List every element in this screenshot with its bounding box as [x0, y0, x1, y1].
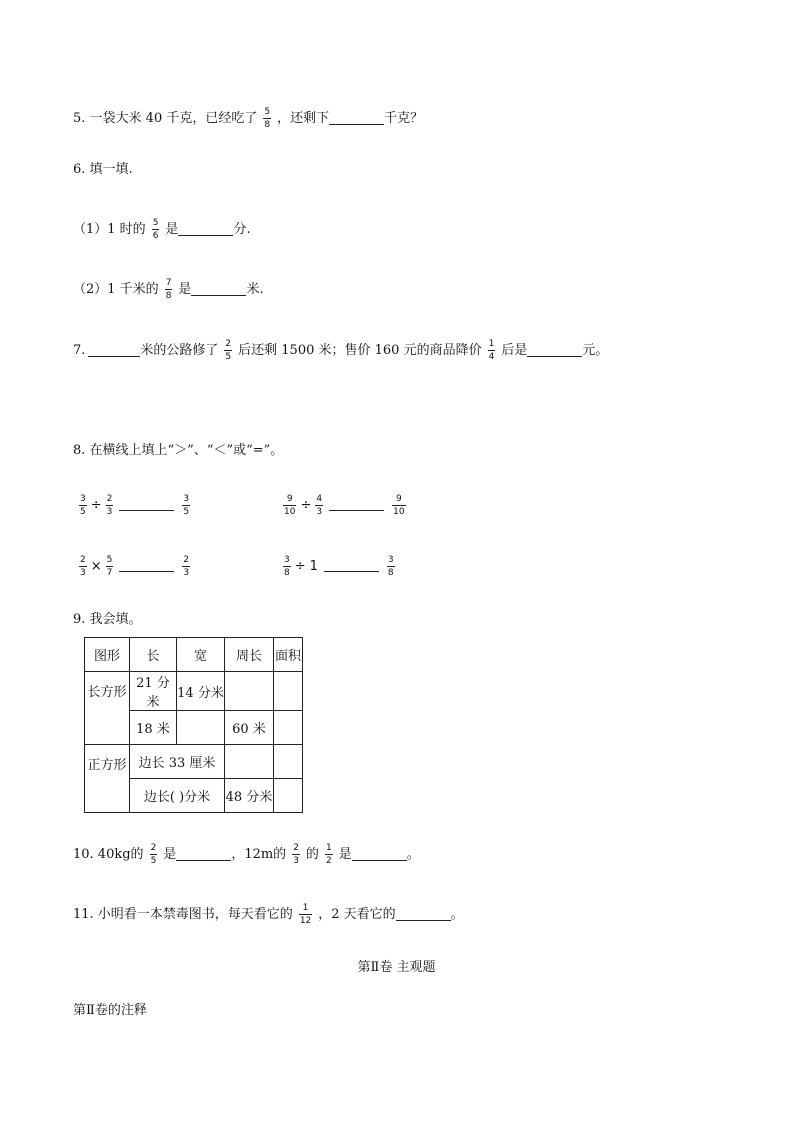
comparison-item-4: $\frac{3}{8}$ ÷ 1 $\frac{3}{8}$ [284, 555, 394, 578]
table-cell-empty[interactable] [274, 745, 303, 779]
answer-blank[interactable] [329, 500, 384, 511]
fraction: $\frac{1}{2}$ [325, 843, 332, 866]
table-row: 18 米 60 米 [85, 711, 303, 745]
question-9-title: 9. 我会填。 [73, 612, 142, 627]
fraction: $\frac{5}{8}$ [264, 107, 271, 130]
comparison-item-2: $\frac{9}{10}$ ÷ $\frac{4}{3}$ $\frac{9}{10}$ [284, 494, 405, 517]
table-cell-empty[interactable] [274, 672, 303, 711]
question-10: 10. 40kg的 $\frac{2}{5}$ 是 ，12m的 $\frac{2}{3}$ 的 $\frac{1}{2}$ 是 。 [73, 843, 420, 866]
question-6-title: 6. 填一填. [73, 162, 133, 177]
answer-blank[interactable] [88, 344, 140, 357]
question-7: 7. 米的公路修了 $\frac{2}{5}$ 后还剩 1500 米；售价 160 元的商品降价 $\frac{1}{4}$ 后是 元。 [73, 339, 609, 362]
fraction: $\frac{2}{3}$ [293, 843, 299, 866]
fraction: $\frac{7}{8}$ [165, 278, 172, 301]
question-5: 5. 一袋大米 40 千克，已经吃了 $\frac{5}{8}$ ，还剩下 千克？ [73, 107, 424, 130]
question-6-part-2: （2）1 千米的 $\frac{7}{8}$ 是 米. [73, 278, 264, 301]
table-cell-empty[interactable] [225, 672, 274, 711]
table-cell-empty[interactable] [274, 779, 303, 813]
fraction: $\frac{5}{6}$ [152, 218, 159, 241]
table-row: 正方形 边长 33 厘米 [85, 745, 303, 779]
section-note: 第Ⅱ卷的注释 [73, 1003, 147, 1018]
table-row: 边长( )分米 48 分米 [85, 779, 303, 813]
answer-blank[interactable] [176, 848, 231, 861]
question-6-part-1: （1）1 时的 $\frac{5}{6}$ 是 分. [73, 218, 251, 241]
answer-blank[interactable] [329, 112, 384, 125]
answer-blank[interactable] [178, 223, 233, 236]
section-title: 第Ⅱ卷 主观题 [357, 960, 436, 975]
table-cell-empty[interactable] [274, 711, 303, 745]
answer-blank[interactable] [119, 500, 174, 511]
table-cell-empty[interactable] [225, 745, 274, 779]
answer-blank[interactable] [119, 561, 174, 572]
fraction: $\frac{2}{5}$ [150, 843, 157, 866]
comparison-item-3: $\frac{2}{3}$ × $\frac{5}{7}$ $\frac{2}{3}$ [80, 555, 190, 578]
fraction: $\frac{1}{4}$ [488, 339, 495, 362]
shape-table [84, 637, 303, 813]
question-11: 11. 小明看一本禁毒图书，每天看它的 $\frac{1}{12}$ ，2 天看它的 。 [73, 903, 464, 926]
table-cell-empty[interactable] [177, 711, 225, 745]
question-8-title: 8. 在横线上填上“＞”、“＜”或“=”。 [73, 443, 284, 458]
answer-blank[interactable] [396, 908, 451, 921]
answer-blank[interactable] [527, 344, 582, 357]
q5-text: 5. 一袋大米 40 千克，已经吃了 [73, 110, 258, 126]
table-header-row: 图形 长 宽 周长 面积 [85, 638, 303, 672]
fraction: $\frac{2}{5}$ [225, 339, 232, 362]
table-row: 长方形 21 分米 14 分米 [85, 672, 303, 711]
answer-blank[interactable] [324, 561, 379, 572]
comparison-item-1: $\frac{3}{5}$ ÷ $\frac{2}{3}$ $\frac{3}{5}$ [80, 494, 190, 517]
answer-blank[interactable] [191, 283, 246, 296]
answer-blank[interactable] [352, 848, 407, 861]
fraction: $\frac{1}{12}$ [299, 903, 312, 926]
